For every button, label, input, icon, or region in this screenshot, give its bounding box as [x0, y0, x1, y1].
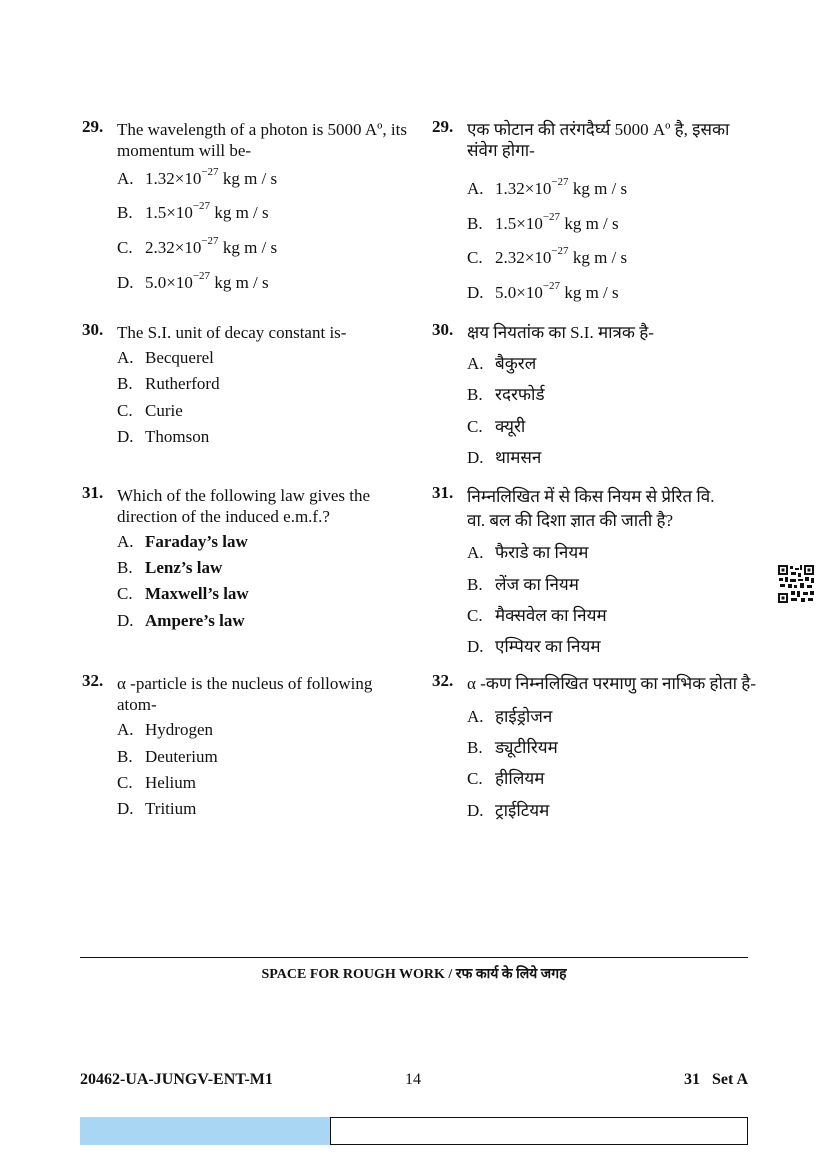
option-c: C. Curie — [117, 401, 183, 420]
question-text: निम्नलिखित में से किस नियम से प्रेरित वि. वा. बल की दिशा ज्ञात की जाती है? — [467, 487, 715, 530]
option-a: A. हाईड्रोजन — [467, 707, 553, 726]
option-d: D. एम्पियर का नियम — [467, 637, 601, 656]
option-d: D. $5.0\times 10^{-27}$ kg m / s — [117, 270, 269, 292]
question-number: 30. — [432, 320, 454, 339]
question-text: एक फोटान की तरंगदैर्घ्य 5000 Aº है, इसका संवेग होगा- — [467, 120, 730, 160]
option-d: D. $5.0\times 10^{-27}$ kg m / s — [467, 280, 619, 302]
rough-work-heading: SPACE FOR ROUGH WORK / रफ कार्य के लिये जगह — [261, 967, 567, 982]
option-d: D. Thomson — [117, 427, 210, 446]
option-c: C. $2.32\times 10^{-27}$ kg m / s — [117, 235, 278, 257]
option-a: A. बैकुरल — [467, 354, 537, 373]
question-text: The wavelength of a photon is 5000 Aº, its momentum will be- — [117, 120, 407, 160]
option-a: A. Becquerel — [117, 348, 214, 367]
question-number: 30. — [82, 320, 104, 339]
option-c: C. $2.32\times 10^{-27}$ kg m / s — [467, 245, 628, 267]
option-d: D. Tritium — [117, 799, 197, 818]
question-number: 32. — [82, 671, 104, 690]
option-a: A. $1.32\times 10^{-27}$ kg m / s — [467, 176, 628, 198]
footer-color-bar — [80, 1117, 330, 1145]
option-b: B. $1.5\times 10^{-27}$ kg m / s — [467, 211, 619, 233]
option-c: C. Maxwell’s law — [117, 584, 249, 603]
question-text: The S.I. unit of decay constant is- — [117, 323, 347, 342]
option-c: C. मैक्सवेल का नियम — [467, 606, 607, 625]
set-label: 31 Set A — [684, 1071, 748, 1088]
question-number: 32. — [432, 671, 454, 690]
option-c: C. हीलियम — [467, 769, 545, 788]
question-text: α -कण निम्नलिखित परमाणु का नाभिक होता है- — [467, 674, 756, 693]
question-text: क्षय नियतांक का S.I. मात्रक है- — [467, 323, 654, 342]
option-c: C. क्यूरी — [467, 417, 526, 436]
option-b: B. $1.5\times 10^{-27}$ kg m / s — [117, 200, 269, 222]
question-number: 29. — [82, 117, 104, 136]
option-d: D. Ampere’s law — [117, 611, 245, 630]
divider — [80, 957, 748, 958]
footer-box — [330, 1117, 748, 1145]
option-b: B. Rutherford — [117, 374, 220, 393]
question-number: 31. — [82, 483, 104, 502]
question-text: Which of the following law gives the direction of the induced e.m.f.? — [117, 486, 371, 526]
question-number: 31. — [432, 483, 454, 502]
page-number: 14 — [405, 1071, 421, 1088]
option-a: A. फैराडे का नियम — [467, 543, 589, 562]
question-number: 29. — [432, 117, 454, 136]
option-a: A. Hydrogen — [117, 720, 213, 739]
option-d: D. थामसन — [467, 448, 542, 467]
option-b: B. ड्यूटीरियम — [467, 738, 558, 757]
option-b: B. रदरफोर्ड — [467, 385, 545, 404]
option-d: D. ट्राईटियम — [467, 801, 550, 820]
option-a: A. $1.32\times 10^{-27}$ kg m / s — [117, 166, 278, 188]
option-b: B. Lenz’s law — [117, 558, 223, 577]
option-b: B. लेंज का नियम — [467, 575, 579, 594]
option-b: B. Deuterium — [117, 747, 218, 766]
paper-code: 20462-UA-JUNGV-ENT-M1 — [80, 1071, 273, 1088]
option-c: C. Helium — [117, 773, 196, 792]
question-text: α -particle is the nucleus of following atom- — [117, 674, 373, 714]
qr-code-icon — [777, 564, 815, 604]
option-a: A. Faraday’s law — [117, 532, 248, 551]
